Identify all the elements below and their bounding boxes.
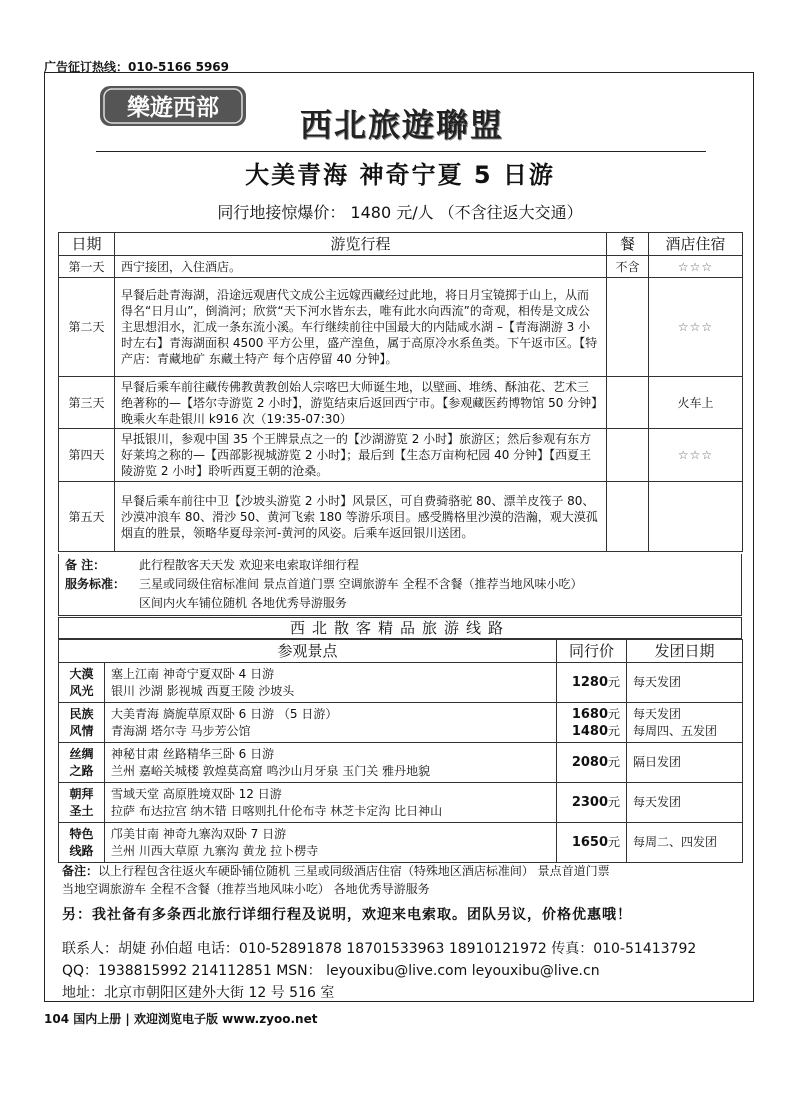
departure-text: 每天发团 <box>633 706 682 721</box>
route-name: 朝拜圣土 <box>59 783 105 823</box>
col-itinerary: 游览行程 <box>115 233 607 256</box>
col-sights: 参观景点 <box>59 640 557 663</box>
price-value: 1650 <box>571 835 608 850</box>
day-label: 第一天 <box>59 256 115 278</box>
day-text: 早餐后乘车前往藏传佛教黄教创始人宗喀巴大师诞生地，以壁画、堆绣、酥油花、艺术三绝著称的—【塔尔寺游览 2 小时】，游览结束后返回西宁市。【参观藏医药博物馆 50 分钟】晚乘火车赴银川 k916 次（19:35-07:30） <box>115 377 607 429</box>
itinerary-row <box>59 278 743 377</box>
col-meal: 餐 <box>607 233 649 256</box>
day-meal: 不含 <box>607 256 649 278</box>
route-departure <box>627 703 743 743</box>
day-hotel: 火车上 <box>649 377 743 429</box>
service-label: 服务标准： <box>65 577 126 591</box>
route-name: 丝绸之路 <box>59 743 105 783</box>
route-line1: 塞上江南 神奇宁夏双卧 4 日游 <box>111 666 275 681</box>
price-unit: 元 <box>608 706 621 721</box>
route-row <box>59 823 743 863</box>
col-departure: 发团日期 <box>627 640 743 663</box>
contact-phone: 电话：010-52891878 18701533963 18910121972 传真：010-51413792 <box>196 941 697 957</box>
remark-line <box>65 556 735 575</box>
route-line1: 神秘甘肃 丝路精华三卧 6 日游 <box>111 746 275 761</box>
service-text-2: 区间内火车铺位随机 各地优秀导游服务 <box>139 596 347 610</box>
route-sights <box>105 783 557 823</box>
footnote-line1: 以上行程包含往返火车硬卧铺位随机 三星或同级酒店住宿（特殊地区酒店标准间） 景点首道门票 <box>98 864 610 878</box>
route-row <box>59 703 743 743</box>
route-sights <box>105 823 557 863</box>
day-hotel: ☆☆☆ <box>649 278 743 377</box>
departure-text: 每周四、五发团 <box>633 723 718 738</box>
route-row <box>59 743 743 783</box>
route-departure: 隔日发团 <box>627 743 743 783</box>
day-text: 西宁接团，入住酒店。 <box>115 256 607 278</box>
route-line2: 拉萨 布达拉宫 纳木错 日喀则扎什伦布寺 林芝卡定沟 比日神山 <box>111 803 443 818</box>
col-price: 同行价 <box>557 640 627 663</box>
route-sights <box>105 743 557 783</box>
route-name: 大漠风光 <box>59 663 105 703</box>
contact-info <box>62 938 762 1004</box>
extra-note: 另：我社备有多条西北旅行详细行程及说明，欢迎来电索取。团队另议，价格优惠哦！ <box>62 907 632 923</box>
remark-text: 此行程散客天天发 欢迎来电索取详细行程 <box>139 558 359 572</box>
itinerary-row <box>59 482 743 552</box>
service-text: 三星或同级住宿标准间 景点首道门票 空调旅游车 全程不含餐（推荐当地风味小吃） <box>139 577 583 591</box>
day-label: 第四天 <box>59 429 115 482</box>
route-price <box>557 743 627 783</box>
day-label: 第二天 <box>59 278 115 377</box>
route-line2: 兰州 嘉峪关城楼 敦煌莫高窟 鸣沙山月牙泉 玉门关 雅丹地貌 <box>111 763 431 778</box>
route-line2: 兰州 川西大草原 九寨沟 黄龙 拉卜楞寺 <box>111 843 319 858</box>
route-line1: 邝美甘南 神奇九寨沟双卧 7 日游 <box>111 826 287 841</box>
price-value: 1280 <box>571 675 608 690</box>
routes-header <box>59 640 743 663</box>
price-value: 2080 <box>571 755 608 770</box>
contact-msn: MSN： leyouxibu@live.com leyouxibu@live.cn <box>276 963 600 979</box>
itinerary-row <box>59 429 743 482</box>
itinerary-table <box>58 232 743 552</box>
itinerary-row <box>59 256 743 278</box>
remark-label: 备 注： <box>65 558 106 572</box>
col-hotel: 酒店住宿 <box>649 233 743 256</box>
service-notes <box>58 554 742 616</box>
route-price <box>557 663 627 703</box>
contact-address: 地址：北京市朝阳区建外大街 12 号 516 室 <box>62 985 335 1001</box>
route-name: 特色线路 <box>59 823 105 863</box>
service-line <box>65 575 735 594</box>
route-sights <box>105 663 557 703</box>
price-value: 1480 <box>571 723 608 739</box>
route-price <box>557 783 627 823</box>
day-meal <box>607 482 649 552</box>
day-label: 第五天 <box>59 482 115 552</box>
route-departure: 每周二、四发团 <box>627 823 743 863</box>
ad-hotline: 广告征订热线：010-5166 5969 <box>44 60 230 74</box>
route-sights <box>105 703 557 743</box>
route-line1: 大美青海 旖旎草原双卧 6 日游 （5 日游） <box>111 706 338 721</box>
day-text: 早餐后乘车前往中卫【沙坡头游览 2 小时】风景区，可自费骑骆驼 80、漂羊皮筏子 80、沙漠冲浪车 80、滑沙 50、黄河飞索 180 等游乐项目。感受腾格里沙漠的浩瀚，观大漠孤烟直的胜景，领略华夏母亲河-黄河的风姿。后乘车返回银川送团。 <box>115 482 607 552</box>
day-meal <box>607 429 649 482</box>
route-price <box>557 703 627 743</box>
price-unit: 元 <box>608 723 621 738</box>
page-footer: 104 国内上册 | 欢迎浏览电子版 www.zyoo.net <box>44 1012 318 1026</box>
day-text: 早抵银川，参观中国 35 个王牌景点之一的【沙湖游览 2 小时】旅游区；然后参观有东方好莱坞之称的—【西部影视城游览 2 小时】；最后到【生态万亩枸杞园 40 分钟】【西夏王陵游览 2 小时】聆听西夏王朝的沧桑。 <box>115 429 607 482</box>
route-price <box>557 823 627 863</box>
route-row <box>59 783 743 823</box>
header-divider <box>96 151 706 152</box>
footnote-line2: 当地空调旅游车 全程不含餐（推荐当地风味小吃） 各地优秀导游服务 <box>62 882 430 896</box>
footnote <box>62 862 742 898</box>
tour-title: 大美青海 神奇宁夏 5 日游 <box>245 161 555 189</box>
contact-people: 联系人：胡婕 孙伯超 <box>62 941 193 957</box>
itinerary-row <box>59 377 743 429</box>
day-hotel: ☆☆☆ <box>649 429 743 482</box>
route-line2: 青海湖 塔尔寺 马步芳公馆 <box>111 723 251 738</box>
route-line1: 雪域天堂 高原胜境双卧 12 日游 <box>111 786 282 801</box>
route-name: 民族风情 <box>59 703 105 743</box>
col-day: 日期 <box>59 233 115 256</box>
route-row <box>59 663 743 703</box>
price-value: 2300 <box>571 795 608 810</box>
footnote-label: 备注： <box>62 864 99 878</box>
price-unit: 元 <box>608 835 621 849</box>
day-label: 第三天 <box>59 377 115 429</box>
routes-table <box>58 639 743 863</box>
price-unit: 元 <box>608 755 621 769</box>
price-unit: 元 <box>608 675 621 689</box>
tour-price: 同行地接惊爆价： 1480 元/人 （不含往返大交通） <box>217 203 583 222</box>
brand-logo <box>98 84 248 128</box>
day-hotel <box>649 482 743 552</box>
day-meal <box>607 377 649 429</box>
price-value: 1680 <box>571 706 608 722</box>
logo-text: 樂遊西部 <box>127 95 219 121</box>
contact-qq: QQ：1938815992 214112851 <box>62 963 272 979</box>
brand-name: 西北旅遊聯盟 <box>300 106 505 144</box>
price-unit: 元 <box>608 795 621 809</box>
route-departure: 每天发团 <box>627 663 743 703</box>
routes-title: 西北散客精品旅游线路 <box>58 617 742 639</box>
route-departure: 每天发团 <box>627 783 743 823</box>
day-meal <box>607 278 649 377</box>
itinerary-header <box>59 233 743 256</box>
service-line-2 <box>65 594 735 613</box>
day-text: 早餐后赴青海湖，沿途远观唐代文成公主远嫁西藏经过此地，将日月宝镜掷于山上，从而得名“日月山”，倒淌河；欣赏“天下河水皆东去，唯有此水向西流”的奇观，相传是文成公主思想泪水，汇成一条东流小溪。车行继续前往中国最大的内陆咸水湖 –【青海湖游 3 小时左右】青海湖面积 4500 平方公里，盛产湟鱼，属于高原冷水系鱼类。下午返市区。【特产店：青藏地矿 东藏土特产 每个店停留 40 分钟】。 <box>115 278 607 377</box>
route-line2: 银川 沙湖 影视城 西夏王陵 沙坡头 <box>111 683 295 698</box>
day-hotel: ☆☆☆ <box>649 256 743 278</box>
